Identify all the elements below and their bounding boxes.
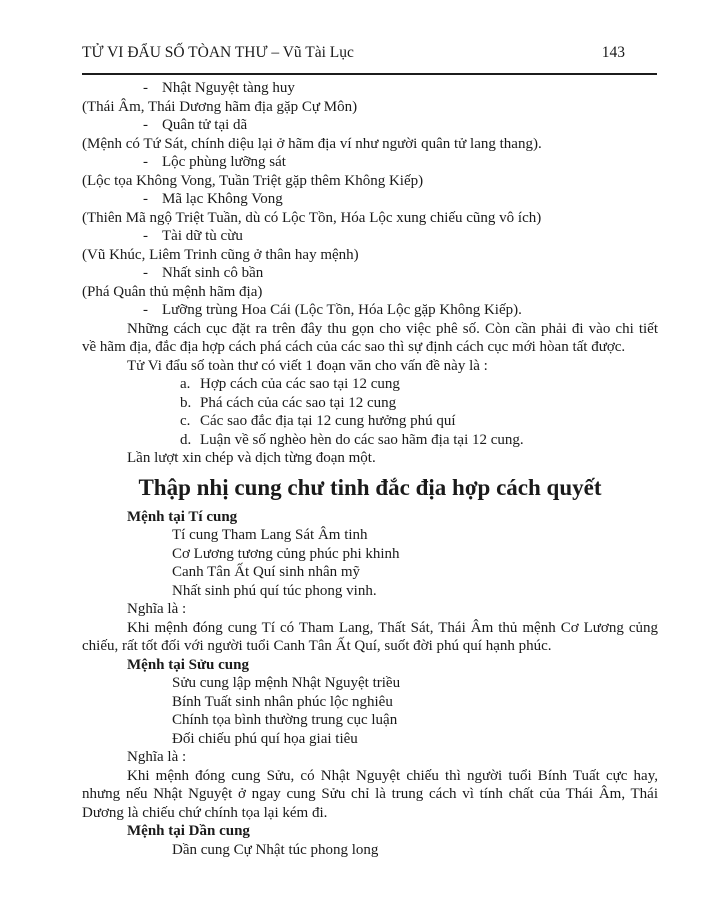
list-marker: b. [180, 394, 192, 411]
note-line: (Lộc tọa Không Vong, Tuần Triệt gặp thêm Không Kiếp) [82, 172, 424, 189]
paragraph-line: về hãm địa, đắc địa hợp cách phá cách của các sao thì sự định cách cục mới hòan tất được. [82, 339, 626, 355]
dash-marker: - [143, 302, 148, 318]
dash-marker: - [143, 117, 148, 133]
page-header [82, 44, 658, 62]
line-text: Tài dữ tù cừu [162, 228, 243, 244]
note-line: (Thái Âm, Thái Dương hãm địa gặp Cự Môn) [82, 98, 358, 115]
paragraph-line: Nghĩa là : [127, 601, 187, 617]
dash-marker: - [143, 80, 148, 96]
verse-line: Canh Tân Ất Quí sinh nhân mỹ [172, 564, 361, 580]
verse-line: Bính Tuất sinh nhân phúc lộc nghiêu [172, 693, 393, 710]
verse-line: Nhất sinh phú quí túc phong vinh. [172, 582, 377, 599]
line-text: Các sao đắc địa tại 12 cung hưởng phú quí [200, 413, 456, 429]
verse-line: Dần cung Cự Nhật túc phong long [172, 841, 379, 858]
list-item [82, 431, 658, 450]
paragraph-line: nhưng nếu Nhật Nguyệt ở ngay cung Sửu chỉ là trung cách vì tính chất của Thái Âm, Thái [82, 786, 658, 802]
line-text: Phá cách của các sao tại 12 cung [200, 394, 397, 411]
subheading: Mệnh tại Tí cung [127, 508, 238, 525]
paragraph-line: Khi mệnh đóng cung Tí có Tham Lang, Thất Sát, Thái Âm thủ mệnh Cơ Lương củng [127, 619, 658, 636]
paragraph-line: chiếu, rất tốt đối với người tuổi Canh Tân Ất Quí, suốt đời phú quí hạnh phúc. [82, 638, 552, 654]
verse-line: Chính tọa bình thường trung cục luận [172, 712, 398, 728]
dash-marker: - [143, 228, 148, 244]
paragraph-line: Những cách cục đặt ra trên đây thu gọn cho việc phê số. Còn cần phải đi vào chi tiết [127, 320, 658, 337]
note-line: (Vũ Khúc, Liêm Trinh cũng ở thân hay mệnh) [82, 246, 359, 263]
dash-item [82, 301, 658, 320]
dash-item [82, 227, 658, 246]
dash-marker: - [143, 191, 148, 207]
list-item [82, 412, 658, 431]
line-text: Hợp cách của các sao tại 12 cung [200, 376, 400, 392]
line-text: Nhất sinh cô bần [162, 265, 264, 281]
line-text: Luận về số nghèo hèn do các sao hãm địa tại 12 cung. [200, 431, 524, 448]
note-line: (Thiên Mã ngộ Triệt Tuần, dù có Lộc Tồn, Hóa Lộc xung chiếu cũng vô ích) [82, 209, 542, 226]
line-text: Lưỡng trùng Hoa Cái (Lộc Tồn, Hóa Lộc gặp Không Kiếp). [162, 302, 522, 318]
list-item [82, 394, 658, 413]
paragraph-line: Dương là chiếu chứ chính tọa lại kém đi. [82, 804, 328, 821]
line-text: Nhật Nguyệt tàng huy [162, 80, 295, 96]
note-line: (Mệnh có Tứ Sát, chính diệu lại ở hãm địa ví như người quân tử lang thang). [82, 135, 542, 152]
list-marker: a. [180, 376, 191, 392]
paragraph-line: Nghĩa là : [127, 749, 187, 765]
dash-item [82, 79, 658, 98]
line-text: Lộc phùng lưỡng sát [162, 154, 286, 170]
verse-line: Sửu cung lập mệnh Nhật Nguyệt triều [172, 675, 401, 691]
running-title: TỬ VI ĐẨU SỐ TÒAN THƯ – Vũ Tài Lục [82, 44, 354, 61]
subheading: Mệnh tại Sửu cung [127, 656, 249, 673]
list-item [82, 375, 658, 394]
page-number: 143 [601, 44, 625, 61]
dash-marker: - [143, 154, 148, 170]
dash-item [82, 116, 658, 135]
paragraph-line: Tử Vi đẩu số toàn thư có viết 1 đoạn văn cho vấn đề này là : [127, 357, 488, 374]
list-marker: d. [180, 431, 192, 448]
paragraph-line: Lần lượt xin chép và dịch từng đoạn một. [127, 450, 376, 466]
list-marker: c. [180, 413, 191, 429]
subheading: Mệnh tại Dần cung [127, 823, 250, 839]
dash-item [82, 264, 658, 283]
line-text: Mã lạc Không Vong [162, 191, 283, 207]
verse-line: Đối chiếu phú quí họa giai tiêu [172, 730, 358, 747]
verse-line: Tí cung Tham Lang Sát Âm tinh [172, 527, 368, 543]
paragraph-line: Khi mệnh đóng cung Sửu, có Nhật Nguyệt chiếu thì người tuổi Bính Tuất cực hay, [127, 767, 658, 784]
header-rule [82, 73, 657, 75]
section-title: Thập nhị cung chư tinh đắc địa hợp cách quyết [138, 474, 602, 500]
dash-item [82, 153, 658, 172]
dash-marker: - [143, 265, 148, 281]
dash-item [82, 190, 658, 209]
verse-line: Cơ Lương tương củng phúc phi khinh [172, 545, 400, 562]
note-line: (Phá Quân thủ mệnh hãm địa) [82, 283, 263, 300]
line-text: Quân tử tại dã [162, 117, 248, 133]
page-body [82, 79, 658, 859]
